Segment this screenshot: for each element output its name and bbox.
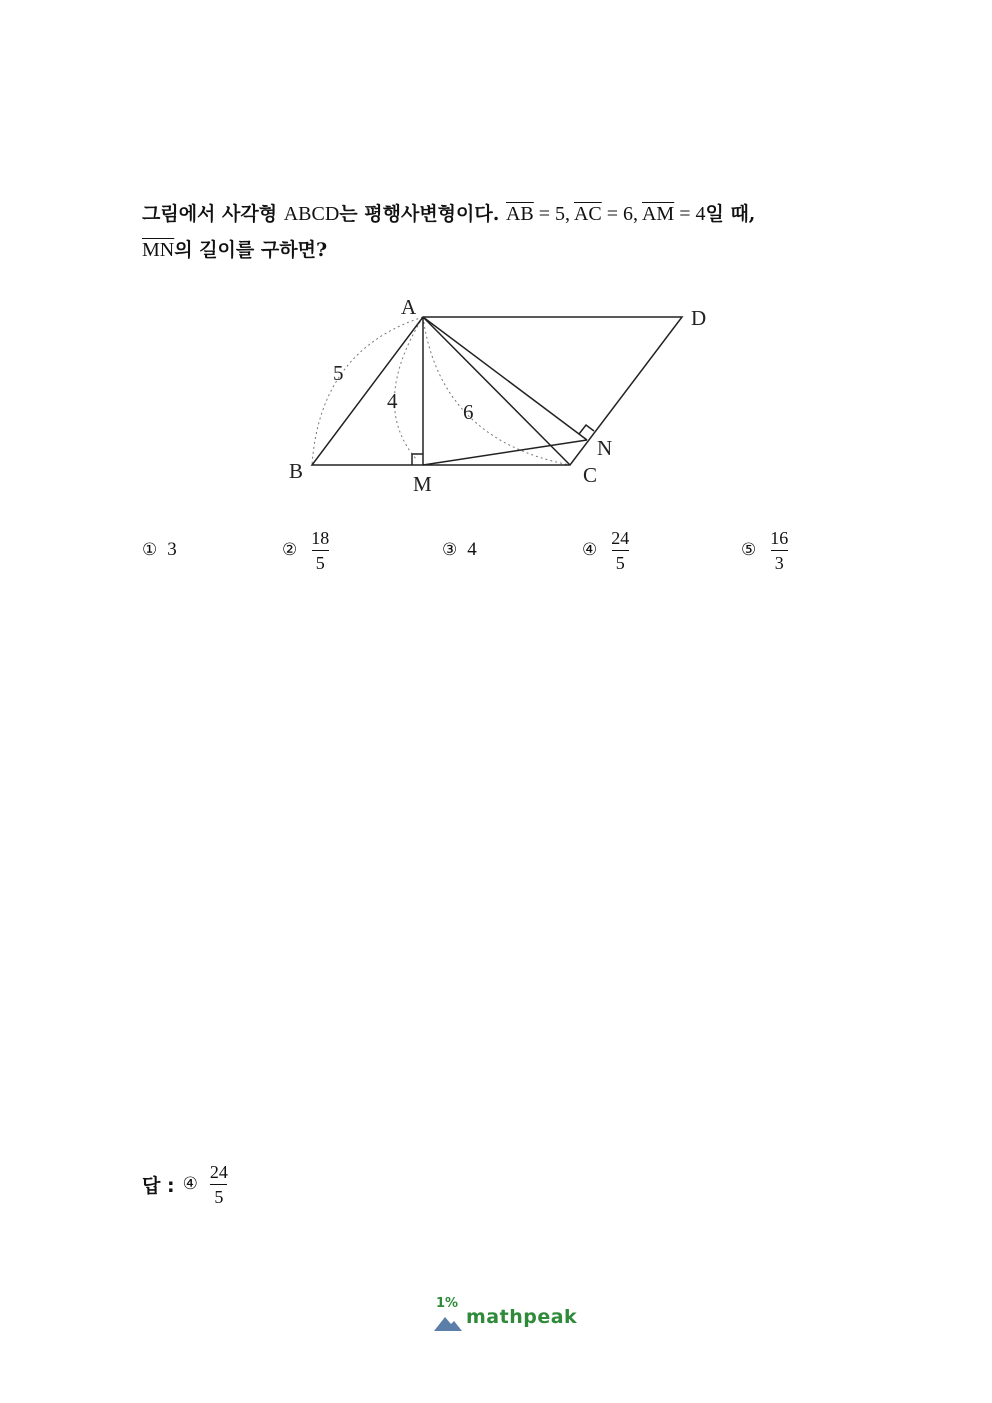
question-text: [142, 196, 862, 268]
choice-marker: ②: [282, 540, 298, 560]
choice-fraction: [766, 528, 792, 573]
segment-mn: $\overline{MN}$: [142, 239, 175, 261]
segment-ac: $\overline{AC}$: [573, 203, 602, 225]
label-n: N: [597, 436, 613, 460]
question-line-2: [142, 232, 862, 268]
choice-marker: ④: [582, 540, 598, 560]
question-when: 일 때,: [705, 203, 756, 225]
denominator: 3: [771, 550, 788, 573]
choice-marker: ①: [142, 540, 158, 560]
question-line-1: [142, 196, 862, 232]
question-mid: 는 평행사변형이다.: [339, 203, 506, 225]
choice-marker: ③: [442, 540, 458, 560]
choice-value: 4: [467, 539, 477, 560]
segment-mn-line: [423, 440, 587, 465]
shape-name: ABCD: [283, 203, 340, 225]
label-c: C: [583, 463, 598, 487]
numerator: 24: [209, 1161, 228, 1182]
length-ab: 5: [333, 361, 344, 385]
label-b: B: [289, 459, 304, 483]
mountain-icon: [434, 1314, 464, 1332]
choice-fraction: [607, 528, 633, 573]
segment-ab: $\overline{AB}$: [505, 203, 534, 225]
choice-2[interactable]: [282, 528, 333, 572]
label-m: M: [413, 472, 432, 496]
answer-marker: ④: [182, 1174, 198, 1194]
logo-percent: 1%: [436, 1296, 459, 1311]
length-am: 4: [387, 389, 398, 413]
segment-am: $\overline{AM}$: [641, 203, 675, 225]
mathpeak-logo: [432, 1296, 578, 1336]
parallelogram-figure: [282, 288, 732, 503]
answer-label: 답 :: [142, 1174, 175, 1197]
value-ab: = 5,: [533, 203, 574, 225]
denominator: 5: [612, 550, 629, 573]
numerator: 18: [311, 527, 330, 548]
right-angle-n: [579, 425, 594, 434]
length-ac: 6: [463, 400, 474, 424]
denominator: 5: [210, 1184, 227, 1207]
question-ask: 의 길이를 구하면?: [174, 239, 328, 261]
choice-3[interactable]: [442, 528, 477, 572]
answer-fraction: [206, 1162, 232, 1207]
right-angle-m: [412, 454, 423, 465]
choice-fraction: [307, 528, 333, 573]
label-d: D: [691, 306, 707, 330]
choice-4[interactable]: [582, 528, 633, 572]
logo-wordmark: mathpeak: [466, 1306, 578, 1328]
value-am: = 4: [674, 203, 706, 225]
question-intro: 그림에서 사각형: [142, 203, 284, 225]
denominator: 5: [312, 550, 329, 573]
answer: [142, 1160, 232, 1208]
segment-an-line: [423, 317, 587, 440]
choice-marker: ⑤: [741, 540, 757, 560]
value-ac: = 6,: [601, 203, 642, 225]
diagonal-ac: [423, 317, 570, 465]
choice-5[interactable]: [741, 528, 792, 572]
arc-am: [394, 317, 423, 460]
label-a: A: [401, 295, 417, 319]
numerator: 24: [611, 527, 630, 548]
choice-1[interactable]: [142, 528, 177, 572]
choice-value: 3: [167, 539, 177, 560]
numerator: 16: [770, 527, 789, 548]
